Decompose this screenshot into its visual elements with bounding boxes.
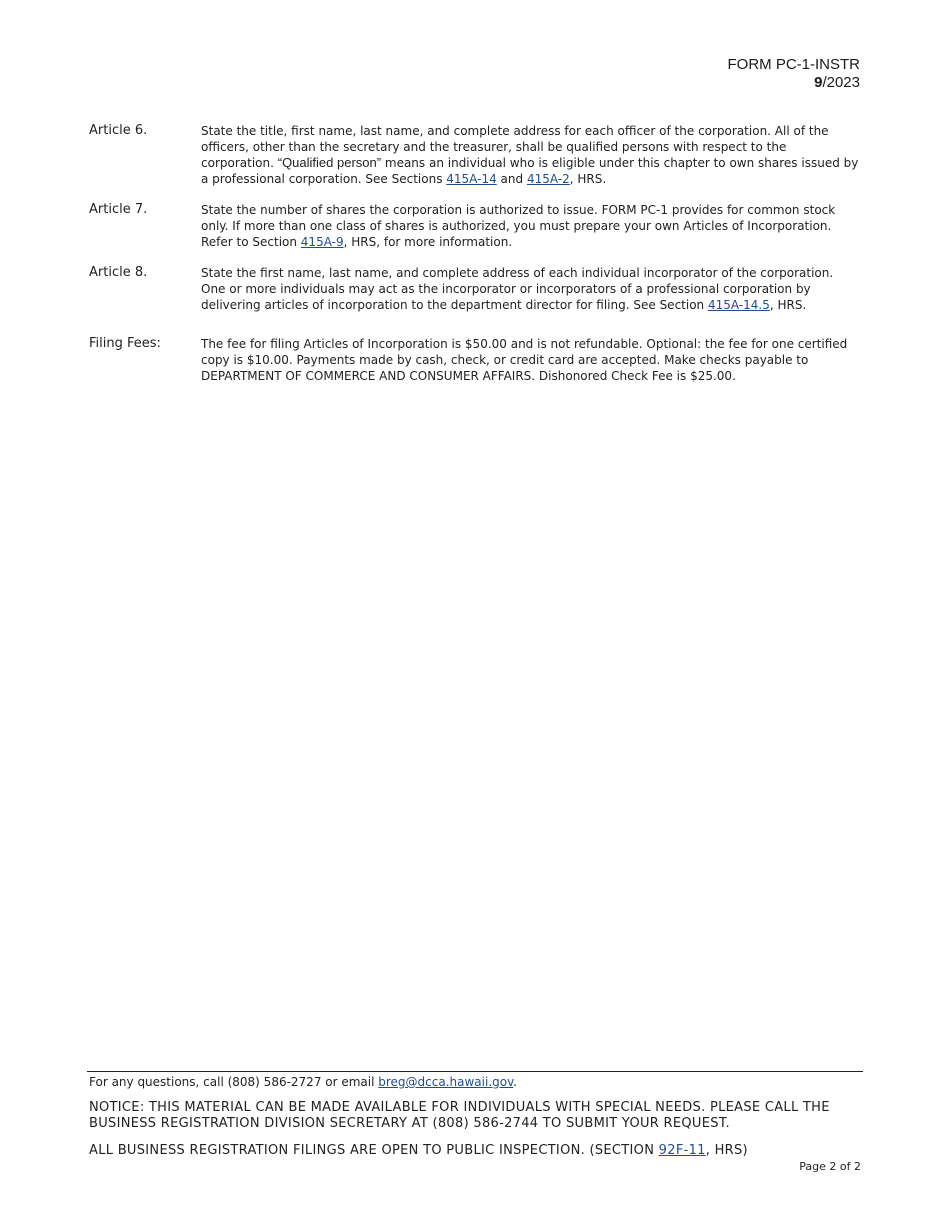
text-segment: State the title, first name, last name, and complete address for each officer of the corporation. All of the officers, other than the secretary and the treasurer, shall be qualified persons with respect to the corporation. [201, 124, 829, 170]
public-text-end: , HRS) [705, 1143, 748, 1158]
text-segment: , HRS. [769, 298, 807, 312]
contact-text: For any questions, call (808) 586-2727 or email [89, 1075, 379, 1089]
article-label: Article 8. [89, 265, 148, 280]
article-text [201, 202, 861, 250]
section-92f-11-link[interactable]: 92F-11 [658, 1143, 706, 1158]
email-link[interactable]: breg@dcca.hawaii.gov [378, 1075, 514, 1089]
public-inspection-notice [87, 1143, 863, 1159]
instructions-section [89, 123, 861, 399]
article-label: Article 6. [89, 123, 148, 138]
article-label: Article 7. [89, 202, 148, 217]
article-8 [89, 265, 861, 313]
page-footer [87, 1071, 863, 1174]
section-415a-9-link[interactable]: 415A-9 [300, 235, 344, 249]
article-6 [89, 123, 861, 187]
qualified-person-term: “Qualified person” [277, 155, 382, 170]
section-415a-2-link[interactable]: 415A-2 [526, 172, 570, 186]
page-number: Page 2 of 2 [799, 1160, 861, 1173]
text-segment: and [496, 172, 527, 186]
revision-year: /2023 [822, 74, 860, 91]
text-segment: State the first name, last name, and complete address of each individual incorporator of the corporation. One or more individuals may act as the incorporator or incorporators of a professional corporation by delivering articles of incorporation to the department director for filing. See Section [201, 266, 834, 312]
article-text [201, 123, 861, 187]
form-identifier [728, 56, 861, 92]
text-segment: , HRS. [569, 172, 607, 186]
filing-fees-text: The fee for filing Articles of Incorporation is $50.00 and is not refundable. Optional: the fee for one certified copy is $10.00. Payments made by cash, check, or credit card are accepted. Make checks payable to DEPARTMENT OF COMMERCE AND CONSUMER AFFAIRS. Dishonored Check Fee is $25.00. [201, 337, 848, 383]
contact-line [87, 1072, 863, 1090]
special-needs-notice: NOTICE: THIS MATERIAL CAN BE MADE AVAILABLE FOR INDIVIDUALS WITH SPECIAL NEEDS. PLEASE CALL THE BUSINESS REGISTRATION DIVISION SECRETARY AT (808) 586-2744 TO SUBMIT YOUR REQUEST. [89, 1100, 830, 1131]
filing-fees-label: Filing Fees: [89, 336, 161, 351]
text-segment: State the number of shares the corporation is authorized to issue. FORM PC-1 provides for common stock only. If more than one class of shares is authorized, you must prepare your own Articles of Incorporation. Refer to Section [201, 203, 836, 249]
contact-period: . [513, 1075, 518, 1089]
article-text [201, 265, 861, 313]
form-name: FORM PC-1-INSTR [727, 56, 860, 73]
public-text: ALL BUSINESS REGISTRATION FILINGS ARE OPEN TO PUBLIC INSPECTION. (SECTION [89, 1143, 659, 1158]
form-revision-date [728, 74, 861, 92]
section-415a-14-5-link[interactable]: 415A-14.5 [707, 298, 770, 312]
filing-fees [89, 336, 861, 384]
section-415a-14-link[interactable]: 415A-14 [446, 172, 497, 186]
revision-month: 9 [814, 74, 823, 91]
text-segment: , HRS, for more information. [343, 235, 513, 249]
text-segment: means an individual who is eligible under this chapter to own shares issued by a professional corporation. See Sections [201, 156, 859, 186]
article-7 [89, 202, 861, 250]
